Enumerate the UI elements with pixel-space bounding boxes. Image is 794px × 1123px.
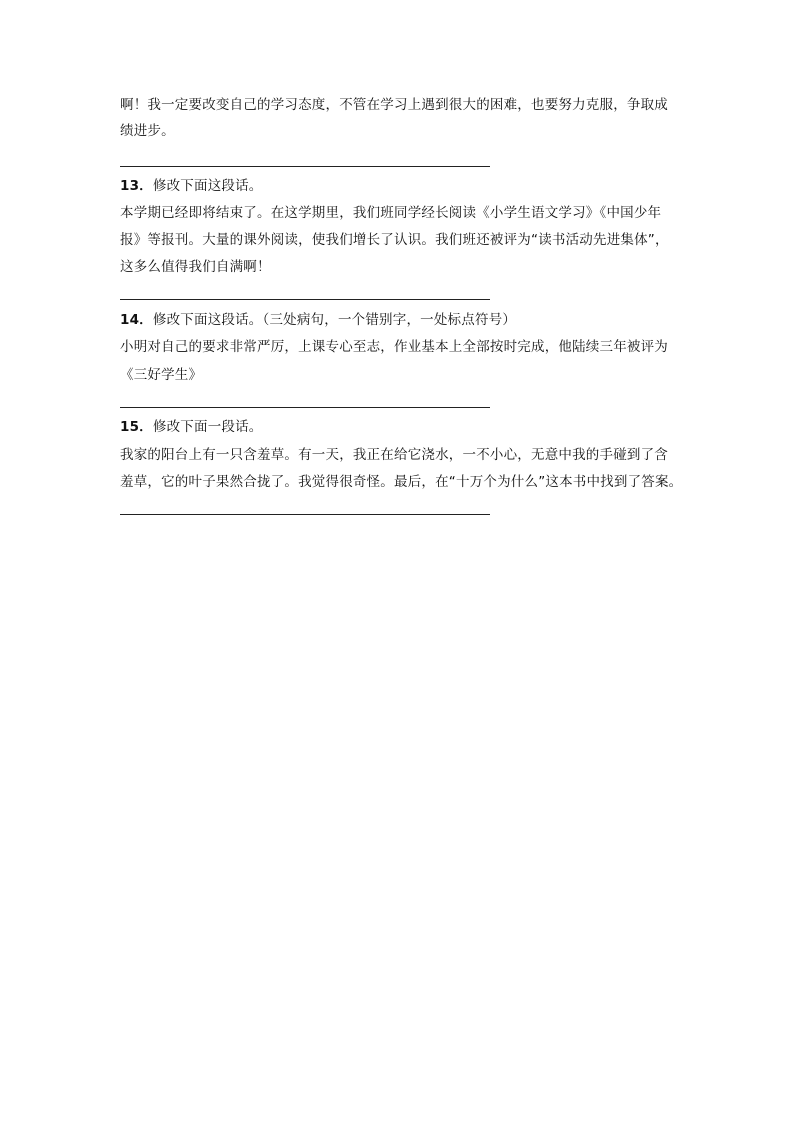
paragraph-line: 啊！我一定要改变自己的学习态度，不管在学习上遇到很大的困难，也要努力克服，争取成 — [120, 97, 668, 113]
question-title: 修改下面这段话。 — [152, 178, 263, 194]
answer-line — [120, 166, 490, 167]
paragraph-line: 羞草，它的叶子果然合拢了。我觉得很奇怪。最后，在“十万个为什么”这本书中找到了答案。 — [120, 474, 683, 490]
paragraph-line: 报》等报刊。大量的课外阅读，使我们增长了认识。我们班还被评为“读书活动先进集体”， — [120, 232, 669, 248]
paragraph-line: 本学期已经即将结束了。在这学期里，我们班同学经长阅读《小学生语文学习》《中国少年 — [120, 205, 662, 221]
question-heading-15 — [120, 418, 690, 436]
question-title: 修改下面这段话。（三处病句，一个错别字，一处标点符号） — [152, 312, 517, 328]
paragraph-line: 小明对自己的要求非常严厉，上课专心至志，作业基本上全部按时完成，他陆续三年被评为 — [120, 339, 668, 355]
question-number: 14． — [120, 312, 153, 328]
paragraph-line: 这多么值得我们自满啊！ — [120, 259, 271, 275]
question-number: 15． — [120, 419, 153, 435]
question-title: 修改下面一段话。 — [152, 419, 263, 435]
paragraph-line: 《三好学生》 — [120, 367, 203, 383]
question-number: 13． — [120, 178, 153, 194]
answer-line — [120, 514, 490, 515]
answer-line — [120, 299, 490, 300]
paragraph-line: 我家的阳台上有一只含羞草。有一天，我正在给它浇水，一不小心，无意中我的手碰到了含 — [120, 447, 668, 463]
question-heading-14 — [120, 311, 690, 329]
answer-line — [120, 407, 490, 408]
paragraph-line: 绩进步。 — [120, 123, 175, 139]
question-heading-13 — [120, 177, 690, 195]
